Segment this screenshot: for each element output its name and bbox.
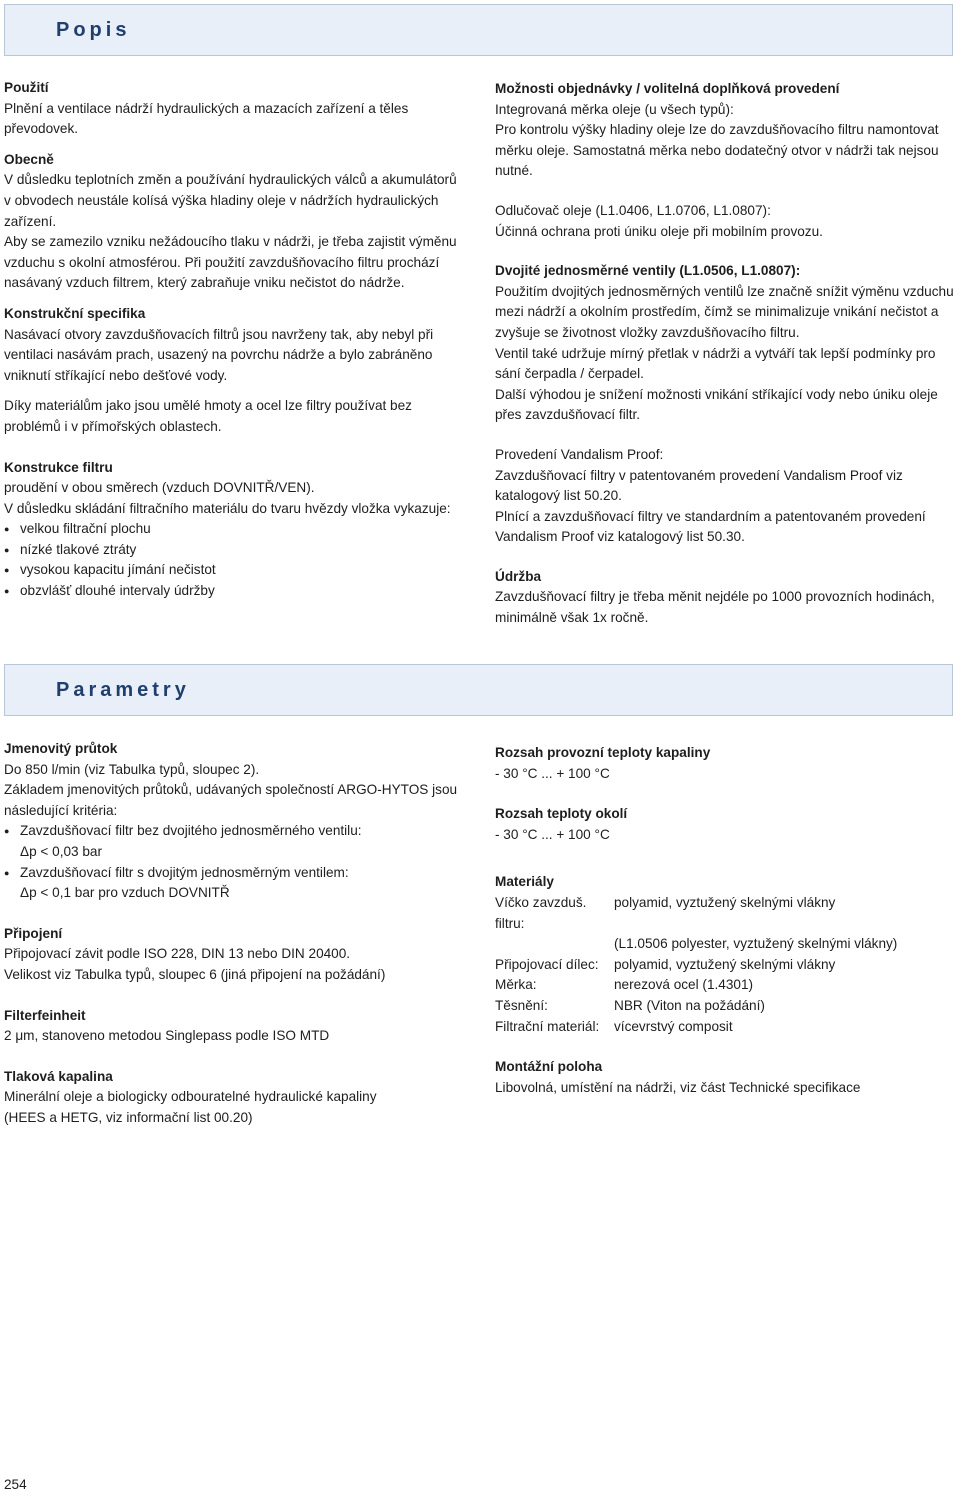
text-line: Plnění a ventilace nádrží hydraulických a mazacích zařízení a těles [4,100,409,116]
popis-right-column [495,79,955,629]
heading-konstrukce-filtru: Konstrukce filtru [4,459,113,475]
text-line: Do 850 l/min (viz Tabulka typů, sloupec 2). [4,761,260,777]
text-line: vzduchu s okolní atmosférou. Při použití zavzdušňovacího filtru prochází [4,254,440,270]
list-item: ● vysokou kapacitu jímání nečistot [4,560,474,581]
heading-pouziti: Použití [4,80,49,95]
materials-row [495,1017,955,1038]
materials-value: NBR (Viton na požádání) [614,997,765,1013]
heading-udrzba: Údržba [495,568,542,584]
materials-value: polyamid, vyztužený skelnými vlákny [614,894,836,910]
list-item: ● Zavzdušňovací filtr s dvojitým jednosměrným ventilem: [4,863,474,884]
list-item: ● Zavzdušňovací filtr bez dvojitého jednosměrného ventilu: [4,821,474,842]
section-title-popis: Popis [56,19,131,41]
text-line: měrku oleje. Samostatná měrka nebo dodatečný otvor v nádrži tak nejsou [495,142,939,158]
text-line: vniknutí stříkající nebo dešťové vody. [4,367,228,383]
text-line: Plnící a zavzdušňovací filtry ve standardním a patentovaném provedení [495,508,926,524]
materials-value: (L1.0506 polyester, vyztužený skelnými vlákny) [614,936,898,952]
materials-row [495,975,955,996]
text-line: Pro kontrolu výšky hladiny oleje lze do zavzdušňovacího filtru namontovat [495,122,939,138]
text-line: Ventil také udržuje mírný přetlak v nádrži a vytváří tak lepší podmínky pro [495,345,936,361]
text-line: - 30 °C ... + 100 °C [495,765,610,781]
list-item: ● velkou filtrační plochu [4,519,474,540]
materials-label: Připojovací dílec: [495,956,599,972]
text-line: v obvodech neustále kolísá výška hladiny oleje v nádržích hydraulických [4,192,439,208]
materials-label [495,934,614,955]
text-line: Základem jmenovitých průtoků, udávaných společností ARGO-HYTOS jsou [4,782,458,798]
heading-montazni-poloha: Montážní poloha [495,1059,603,1075]
popis-left-column [4,78,474,602]
materials-row [495,934,955,955]
materials-value: vícevrstvý composit [614,1018,733,1034]
text-line: Velikost viz Tabulka typů, sloupec 6 (jiná připojení na požádání) [4,966,386,982]
text-line: Δp < 0,1 bar pro vzduch DOVNITŘ [20,885,230,901]
materials-label: Filtrační materiál: [495,1018,600,1034]
page-number: 254 [4,1477,27,1492]
section-header-parametry [4,664,953,716]
heading-tlakova-kapalina: Tlaková kapalina [4,1068,113,1084]
text-line: sání čerpadla / čerpadel. [495,366,644,382]
heading-obecne: Obecně [4,151,54,167]
heading-rozsah-provozni-teploty: Rozsah provozní teploty kapaliny [495,745,711,760]
text-line: zařízení. [4,213,57,229]
text-line: Provedení Vandalism Proof: [495,446,664,462]
materials-value: polyamid, vyztužený skelnými vlákny [614,956,836,972]
text-line: nutné. [495,163,533,179]
text-line: proudění v obou směrech (vzduch DOVNITŘ/VEN). [4,480,315,496]
list-item: ● obzvlášť dlouhé intervaly údržby [4,581,474,602]
heading-filterfeinheit: Filterfeinheit [4,1007,86,1023]
text-line: Δp < 0,03 bar [20,843,103,859]
text-line: následující kritéria: [4,802,118,818]
text-line: ventilaci nasávám prach, usazený na povrchu nádrže a bylo zabráněno [4,347,433,363]
section-title-parametry: Parametry [56,679,190,701]
heading-pripojeni: Připojení [4,925,63,941]
text-line: Nasávací otvory zavzdušňovacích filtrů jsou navrženy tak, aby nebyl při [4,326,434,342]
materials-value: nerezová ocel (1.4301) [614,977,754,993]
text-line: Díky materiálům jako jsou umělé hmoty a ocel lze filtry používat bez [4,398,412,414]
text-line: Odlučovač oleje (L1.0406, L1.0706, L1.0807): [495,202,771,218]
materials-label: Měrka: [495,977,537,993]
text-line: problémů i v přímořských oblastech. [4,418,222,434]
materials-label: Víčko zavzduš. filtru: [495,894,587,931]
text-line: nasávaný vzduch filtrem, který zabraňuje vniku nečistot do nádrže. [4,275,405,291]
text-line: Aby se zamezilo vzniku nežádoucího tlaku v nádrži, je třeba zajistit výměnu [4,234,457,250]
text-line: Použitím dvojitých jednosměrných ventilů lze značně snížit výměnu vzduchu [495,283,954,299]
heading-moznosti-objednavky: Možnosti objednávky / volitelná doplňková provedení [495,81,840,96]
section-header-popis [4,4,953,56]
text-line: přes zavzdušňovací filtr. [495,407,641,423]
heading-konstrukcni-specifika: Konstrukční specifika [4,305,146,321]
text-line: (HEES a HETG, viz informační list 00.20) [4,1109,253,1125]
parametry-right-column [495,743,955,1098]
text-line: Vandalism Proof viz katalogový list 50.30. [495,529,745,545]
text-line: Zavzdušňovací filtry je třeba měnit nejdéle po 1000 provozních hodinách, [495,589,935,605]
text-line: zvyšuje se životnost vložky zavzdušňovacího filtru. [495,324,800,340]
heading-dvojite-ventily: Dvojité jednosměrné ventily (L1.0506, L1.0807): [495,263,801,279]
materials-row [495,996,955,1017]
text-line: Zavzdušňovací filtry v patentovaném provedení Vandalism Proof viz [495,467,903,483]
text-line: V důsledku skládání filtračního materiálu do tvaru hvězdy vložka vykazuje: [4,500,451,516]
materials-label: Těsnění: [495,997,548,1013]
heading-rozsah-teploty-okoli: Rozsah teploty okolí [495,806,628,822]
text-line: katalogový list 50.20. [495,488,622,504]
text-line: Připojovací závit podle ISO 228, DIN 13 nebo DIN 20400. [4,946,351,962]
text-line: mezi nádrží a okolním prostředím, čímž se minimalizuje vnikání nečistot a [495,304,939,320]
heading-materialy: Materiály [495,874,554,890]
heading-jmenovity-prutok: Jmenovitý průtok [4,741,118,756]
materials-row [495,893,955,934]
list-item: ● nízké tlakové ztráty [4,540,474,561]
text-line: Účinná ochrana proti úniku oleje při mobilním provozu. [495,223,823,239]
text-line: převodovek. [4,121,79,137]
text-line: Minerální oleje a biologicky odbouratelné hydraulické kapaliny [4,1089,377,1105]
text-line: Libovolná, umístění na nádrži, viz část Technické specifikace [495,1079,861,1095]
text-line: V důsledku teplotních změn a používání hydraulických válců a akumulátorů [4,172,457,188]
text-line: minimálně však 1x ročně. [495,610,649,626]
text-line: - 30 °C ... + 100 °C [495,826,610,842]
parametry-left-column [4,739,474,1129]
materials-row [495,955,955,976]
text-line: 2 μm, stanoveno metodou Singlepass podle ISO MTD [4,1028,330,1044]
text-line: Další výhodou je snížení možnosti vnikání stříkající vody nebo úniku oleje [495,386,938,402]
text-line: Integrovaná měrka oleje (u všech typů): [495,101,734,117]
